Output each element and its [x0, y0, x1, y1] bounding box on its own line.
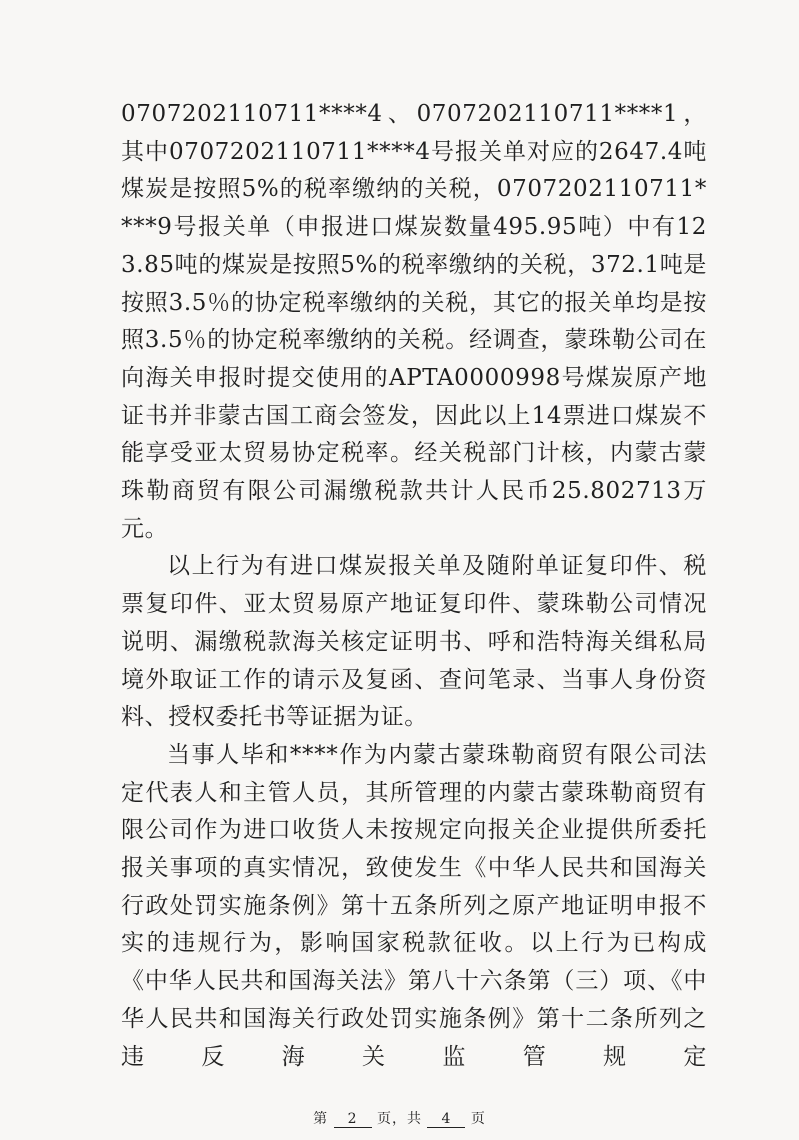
total-page-number: 4 — [427, 1111, 465, 1128]
footer-suffix: 页 — [470, 1111, 486, 1127]
footer-prefix: 第 — [313, 1111, 329, 1127]
paragraph-evidence: 以上行为有进口煤炭报关单及随附单证复印件、税票复印件、亚太贸易原产地证复印件、蒙珠勒公司情况说明、漏缴税款海关核定证明书、呼和浩特海关缉私局境外取证工作的请示及复函、查问笔录、当事人身份资料、授权委托书等证据为证。 — [121, 553, 707, 731]
paragraph-tariff-details: 0707202110711****4、0707202110711****1，其中0707202110711****4号报关单对应的2647.4吨煤炭是按照5%的税率缴纳的关税，0707202110711****9号报关单（申报进口煤炭数量495.95吨）中有123.85吨的煤炭是按照5%的税率缴纳的关税，372.1吨是按照3.5％的协定税率缴纳的关税，其它的报关单均是按照3.5％的协定税率缴纳的关税。经调查，蒙珠勒公司在向海关申报时提交使用的APTA0000998号煤炭原产地证书并非蒙古国工商会签发，因此以上14票进口煤炭不能享受亚太贸易协定税率。经关税部门计核，内蒙古蒙珠勒商贸有限公司漏缴税款共计人民币25.802713万元。 — [121, 101, 707, 542]
footer-middle: 页，共 — [377, 1111, 422, 1127]
current-page-number: 2 — [334, 1111, 372, 1128]
page-footer — [0, 1108, 799, 1128]
paragraph-liability: 当事人毕和****作为内蒙古蒙珠勒商贸有限公司法定代表人和主管人员，其所管理的内蒙古蒙珠勒商贸有限公司作为进口收货人未按规定向报关企业提供所委托报关事项的真实情况，致使发生《中华人民共和国海关行政处罚实施条例》第十五条所列之原产地证明申报不实的违规行为，影响国家税款征收。以上行为已构成《中华人民共和国海关法》第八十六条第（三）项、《中华人民共和国海关行政处罚实施条例》第十二条所列之违反海关监管规定 — [121, 741, 707, 1070]
